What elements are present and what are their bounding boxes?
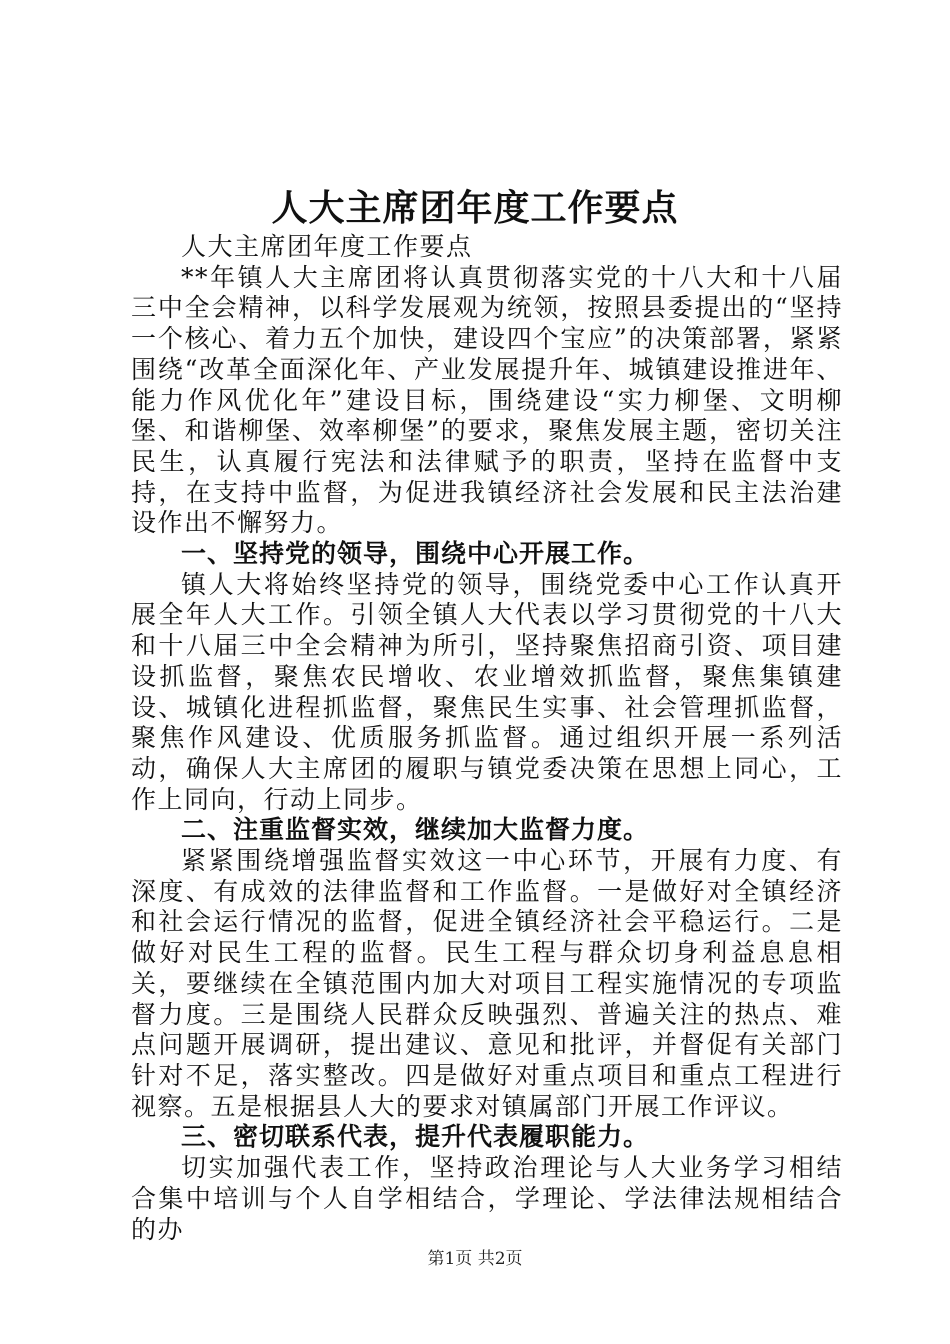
section-heading: 一、坚持党的领导，围绕中心开展工作。 xyxy=(181,539,650,569)
paragraph: 镇人大将始终坚持党的领导，围绕党委中心工作认真开展全年人大工作。引领全镇人大代表以学习贯彻党的十八大和十八届三中全会精神为所引，坚持聚焦招商引资、项目建设抓监督，聚焦农民增收、农业增效抓监督，聚焦集镇建设、城镇化进程抓监督，聚焦民生实事、社会管理抓监督，聚焦作风建设、优质服务抓监督。通过组织开展一系列活动，确保人大主席团的履职与镇党委决策在思想上同心，工作上同向，行动上同步。 xyxy=(131,569,843,814)
section-heading: 三、密切联系代表，提升代表履职能力。 xyxy=(181,1122,650,1152)
document-title: 人大主席团年度工作要点 xyxy=(271,187,679,229)
paragraph: 紧紧围绕增强监督实效这一中心环节，开展有力度、有深度、有成效的法律监督和工作监督。一是做好对全镇经济和社会运行情况的监督，促进全镇经济社会平稳运行。二是做好对民生工程的监督。民生工程与群众切身利益息息相关，要继续在全镇范围内加大对项目工程实施情况的专项监督力度。三是围绕人民群众反映强烈、普遍关注的热点、难点问题开展调研，提出建议、意见和批评，并督促有关部门针对不足，落实整改。四是做好对重点项目和重点工程进行视察。五是根据县人大的要求对镇属部门开展工作评议。 xyxy=(131,846,843,1121)
section-heading: 二、注重监督实效，继续加大监督力度。 xyxy=(181,815,650,845)
paragraph: 切实加强代表工作，坚持政治理论与人大业务学习相结合集中培训与个人自学相结合，学理论、学法律法规相结合的办 xyxy=(131,1153,843,1244)
paragraph: 人大主席团年度工作要点 xyxy=(181,232,473,261)
paragraph: **年镇人大主席团将认真贯彻落实党的十八大和十八届三中全会精神，以科学发展观为统领，按照县委提出的“坚持一个核心、着力五个加快，建设四个宝应”的决策部署，紧紧围绕“改革全面深化年、产业发展提升年、城镇建设推进年、能力作风优化年”建设目标，围绕建设“实力柳堡、文明柳堡、和谐柳堡、效率柳堡”的要求，聚焦发展主题，密切关注民生，认真履行宪法和法律赋予的职责，坚持在监督中支持，在支持中监督，为促进我镇经济社会发展和民主法治建设作出不懈努力。 xyxy=(131,262,843,538)
document-body xyxy=(131,232,843,1245)
page-footer: 第1页 共2页 xyxy=(427,1249,523,1269)
